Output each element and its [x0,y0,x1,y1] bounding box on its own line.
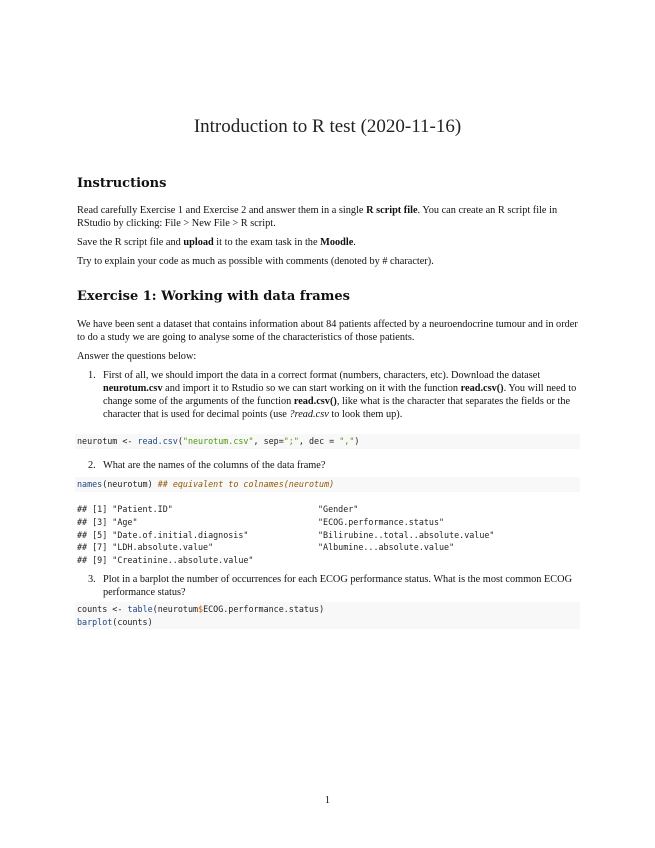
code-block-names [75,477,580,492]
list-number: 2. [88,460,96,471]
code-token: <- [107,604,128,614]
answer-prompt: Answer the questions below: [77,351,197,362]
code-token: ( [177,436,183,446]
output-left: ## [9] "Creatinine..absolute.value" [77,555,254,566]
output-right: "Albumine...absolute.value" [318,542,455,553]
code-function: barplot [77,616,113,627]
code-comment: ## equivalent to colnames(neurotum) [157,479,335,489]
code-string: "neurotum.csv" [182,436,254,446]
instructions-paragraph-2 [77,236,580,249]
output-right: "Bilirubine..total..absolute.value" [318,529,495,540]
text-run: , like what is the character that separates the fields or the character that is used for decimal points (use [103,396,571,420]
bold-text: read.csv() [460,383,504,394]
text-run: it to the exam task in the [213,237,321,248]
code-output-names [77,503,582,567]
instructions-paragraph-3: Try to explain your code as much as possible with comments (denoted by # character). [77,256,434,267]
output-right: "Gender" [318,504,359,514]
text-run: . You can create an R script file in RStudio by clicking: File > New File > R script. [77,205,558,229]
code-string: "," [339,436,355,446]
bold-text: upload [183,237,214,248]
code-token: , dec = [298,436,340,446]
bold-text: read.csv() [293,396,337,407]
question-2-text: What are the names of the columns of the data frame? [103,460,326,471]
output-line [77,541,582,554]
output-left: ## [3] "Age" [77,516,138,527]
text-run: Save the R script file and [77,237,184,248]
text-run: . [353,237,356,248]
output-line [77,503,582,516]
italic-text: ?read.csv [289,409,329,420]
code-token: (counts) [112,616,153,627]
exercise1-heading: Exercise 1: Working with data frames [77,289,350,304]
code-function: table [127,604,153,614]
code-token: <- [117,436,138,446]
code-function: names [77,479,103,489]
output-left: ## [1] "Patient.ID" [77,504,173,514]
code-block-barplot [75,602,580,629]
output-left: ## [5] "Date.of.initial.diagnosis" [77,529,249,540]
question-1-text [103,369,580,421]
bold-text: Moodle [320,237,354,248]
text-run: Read carefully Exercise 1 and Exercise 2 and answer them in a single [77,205,367,216]
output-line [77,554,582,567]
code-token: ECOG.performance.status) [203,604,325,614]
bold-text: neurotum.csv [103,383,163,394]
output-left: ## [7] "LDH.absolute.value" [77,542,214,553]
code-function: read.csv [137,436,178,446]
text-run: . You will need to change some of the arguments of the function [103,383,577,407]
list-number: 3. [88,574,96,585]
document-title: Introduction to R test (2020-11-16) [193,116,462,137]
text-run: to look them up). [328,409,403,420]
instructions-paragraph-1 [77,204,580,230]
exercise1-intro: We have been sent a dataset that contains information about 84 patients affected by a neuroendocrine tumour and in order to do a study we are going to analyse some of the characteristics of those patients. [77,319,578,343]
code-token: (neurotum [152,604,199,614]
code-block-read-csv [75,434,580,449]
bold-text: R script file [366,205,418,216]
text-run: First of all, we should import the data in a correct format (numbers, characters, etc). Download the dataset [103,370,541,381]
page-number: 1 [324,795,331,806]
code-string: ";" [283,436,299,446]
output-line [77,529,582,542]
instructions-heading: Instructions [77,176,167,191]
question-3-text: Plot in a barplot the number of occurrences for each ECOG performance status. What is the most common ECOG performance status? [103,574,573,598]
list-number: 1. [88,370,96,381]
code-operator: $ [198,604,204,614]
output-line [77,516,582,529]
code-token: (neurotum) [102,479,158,489]
text-run: and import it to Rstudio so we can start working on it with the function [162,383,461,394]
code-token: , sep= [253,436,284,446]
code-token: neurotum [77,436,118,446]
output-right: "ECOG.performance.status" [318,516,445,527]
code-token: ) [354,436,360,446]
code-token: counts [77,604,108,614]
